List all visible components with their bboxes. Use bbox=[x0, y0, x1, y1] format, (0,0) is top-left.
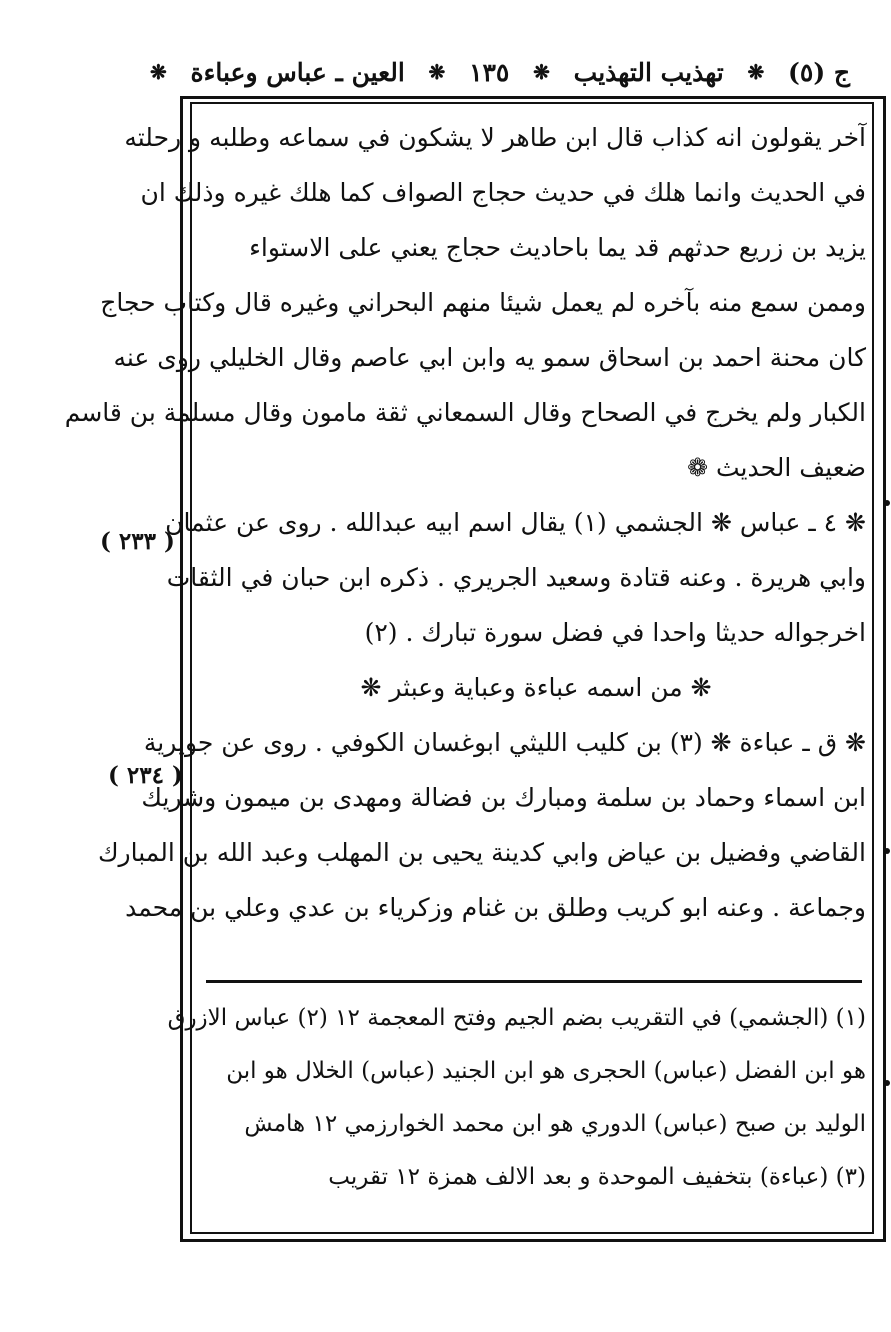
ornament-icon: ❋ bbox=[150, 60, 167, 84]
entry-number-234: ( ٢٣٤ ) bbox=[108, 762, 183, 789]
volume-label: ج (٥) bbox=[788, 57, 850, 87]
footnote-line: الوليد بن صبح (عباس) الدوري هو ابن محمد الخوارزمي ١٢ هامش bbox=[244, 1111, 866, 1137]
footnote-line: (٣) (عباءة) بتخفيف الموحدة و بعد الالف همزة ١٢ تقريب bbox=[328, 1164, 866, 1190]
text-line: في الحديث وانما هلك في حديث حجاج الصواف كما هلك غيره وذلك ان bbox=[140, 178, 866, 207]
ornament-icon: ❋ bbox=[533, 60, 550, 84]
ornament-icon: ❋ bbox=[747, 60, 765, 84]
margin-speck bbox=[884, 848, 890, 854]
ornament-icon: ❋ bbox=[428, 60, 446, 84]
text-line: يزيد بن زريع حدثهم قد يما باحاديث حجاج يعني على الاستواء bbox=[249, 233, 866, 262]
text-line: كان محنة احمد بن اسحاق سمو يه وابن ابي عاصم وقال الخليلي روى عنه bbox=[113, 343, 866, 372]
footnotes bbox=[167, 992, 866, 1204]
text-line: وممن سمع منه بآخره لم يعمل شيئا منهم البحراني وغيره قال وكتاب حجاج bbox=[100, 288, 866, 317]
text-line: اخرجواله حديثا واحدا في فضل سورة تبارك . (٢) bbox=[364, 618, 866, 647]
text-line: ضعيف الحديث ❁ bbox=[687, 453, 866, 482]
section-title: العين ـ عباس وعباءة bbox=[190, 57, 405, 87]
entry-heading-abaa: ❋ ق ـ عباءة ❋ (٣) بن كليب الليثي ابوغسان الكوفي . روى عن جويرية bbox=[143, 728, 866, 757]
margin-speck bbox=[884, 500, 890, 506]
footnote-line: (١) (الجشمي) في التقريب بضم الجيم وفتح المعجمة ١٢ (٢) عباس الازرق bbox=[167, 1005, 866, 1031]
text-line: ابن اسماء وحماد بن سلمة ومبارك بن فضالة ومهدى بن ميمون وشريك bbox=[141, 783, 866, 812]
footnote-line: هو ابن الفضل (عباس) الحجرى هو ابن الجنيد (عباس) الخلال هو ابن bbox=[226, 1058, 866, 1084]
text-line: وابي هريرة . وعنه قتادة وسعيد الجريري . ذكره ابن حبان في الثقات bbox=[166, 563, 866, 592]
margin-speck bbox=[884, 1080, 890, 1086]
footnote-separator bbox=[206, 980, 862, 983]
book-title: تهذيب التهذيب bbox=[573, 57, 724, 87]
entry-number-233: ( ٢٣٣ ) bbox=[100, 528, 175, 555]
text-line: وجماعة . وعنه ابو كريب وطلق بن غنام وزكرياء بن عدي وعلي بن محمد bbox=[125, 893, 866, 922]
entry-heading-abbas: ❋ ٤ ـ عباس ❋ الجشمي (١) يقال اسم ابيه عبدالله . روى عن عثمان bbox=[165, 508, 866, 537]
section-heading: ❋ من اسمه عباءة وعباية وعبثر ❋ bbox=[360, 673, 712, 702]
text-line: آخر يقولون انه كذاب قال ابن طاهر لا يشكون في سماعه وطلبه و رحلته bbox=[124, 123, 866, 152]
text-line: القاضي وفضيل بن عياض وابي كدينة يحيى بن المهلب وعبد الله بن المبارك bbox=[97, 838, 866, 867]
page-number: ١٣٥ bbox=[469, 57, 510, 87]
text-line: الكبار ولم يخرج في الصحاح وقال السمعاني ثقة مامون وقال مسلمة بن قاسم bbox=[64, 398, 866, 427]
running-head bbox=[150, 52, 850, 92]
